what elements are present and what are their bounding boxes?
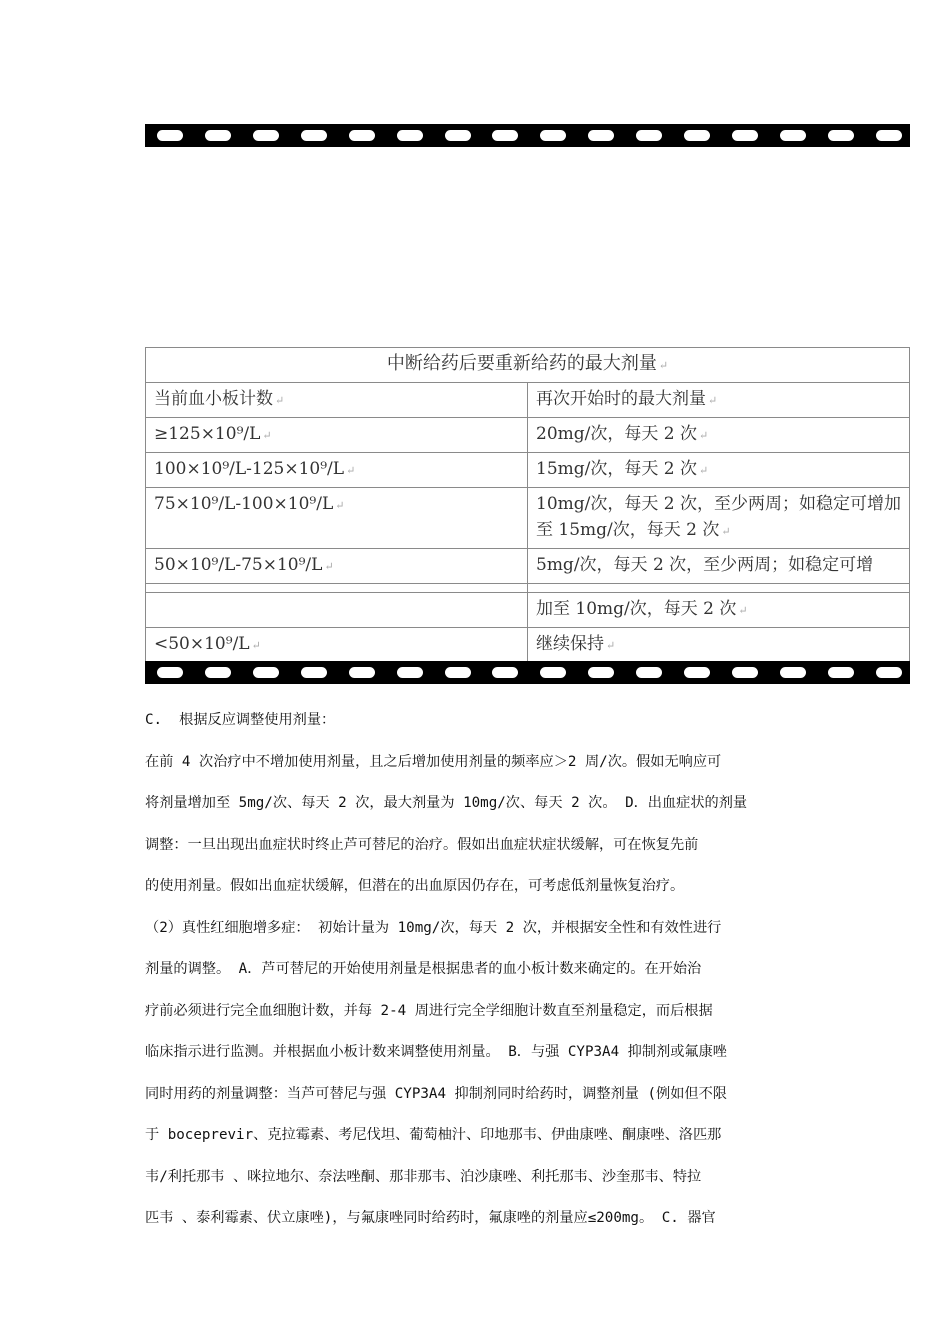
- table-row: [146, 593, 910, 628]
- film-perforation: [828, 130, 854, 141]
- film-perforation: [349, 130, 375, 141]
- film-perforation: [205, 667, 231, 678]
- film-perforation: [301, 667, 327, 678]
- film-perforation: [876, 130, 902, 141]
- body-line: （2）真性红细胞增多症： 初始计量为 10mg/次，每天 2 次，并根据安全性和有效性进行: [145, 919, 722, 936]
- film-perforation: [540, 667, 566, 678]
- film-perforation: [253, 667, 279, 678]
- film-perforation: [492, 130, 518, 141]
- film-perforation: [157, 667, 183, 678]
- film-perforation: [636, 667, 662, 678]
- film-perforation: [253, 130, 279, 141]
- body-line: 将剂量增加至 5mg/次、每天 2 次，最大剂量为 10mg/次、每天 2 次。 D．出血症状的剂量: [145, 795, 748, 811]
- film-perforation: [205, 130, 231, 141]
- film-perforation: [397, 667, 423, 678]
- film-perforation: [157, 130, 183, 141]
- body-line: 于 boceprevir、克拉霉素、考尼伐坦、葡萄柚汁、印地那韦、伊曲康唑、酮康唑、洛匹那: [145, 1127, 722, 1143]
- film-strip-bottom: [145, 661, 910, 684]
- film-perforation: [492, 667, 518, 678]
- table-page-break: [146, 584, 910, 593]
- body-line: 同时用药的剂量调整：当芦可替尼与强 CYP3A4 抑制剂同时给药时，调整剂量 (例如但不限: [145, 1085, 727, 1102]
- film-perforation: [684, 130, 710, 141]
- film-perforation: [636, 130, 662, 141]
- header-max-dose: 再次开始时的最大剂量 ↵: [528, 383, 910, 418]
- table-row: [146, 549, 910, 584]
- film-perforation: [445, 130, 471, 141]
- max-dose-cell: 继续保持 ↵: [528, 628, 910, 663]
- platelet-count-cell: [146, 593, 528, 628]
- table-header-row: [146, 383, 910, 418]
- film-perforation: [780, 130, 806, 141]
- table-row: [146, 418, 910, 453]
- body-text: [145, 700, 815, 1240]
- film-perforation: [732, 667, 758, 678]
- film-perforation: [588, 130, 614, 141]
- dose-table: [145, 347, 910, 663]
- film-strip-top: [145, 124, 910, 147]
- film-perforation: [349, 667, 375, 678]
- film-perforation: [780, 667, 806, 678]
- table-row: [146, 453, 910, 488]
- platelet-count-cell: 50×10⁹/L-75×10⁹/L ↵: [146, 549, 528, 584]
- film-perforation: [732, 130, 758, 141]
- header-platelet-count: 当前血小板计数 ↵: [146, 383, 528, 418]
- platelet-count-cell: ≥125×10⁹/L ↵: [146, 418, 528, 453]
- max-dose-cell: 20mg/次，每天 2 次 ↵: [528, 418, 910, 453]
- body-line: 剂量的调整。 A．芦可替尼的开始使用剂量是根据患者的血小板计数来确定的。在开始治: [145, 961, 702, 977]
- body-line: 临床指示进行监测。并根据血小板计数来调整使用剂量。 B．与强 CYP3A4 抑制剂或氟康唑: [145, 1044, 727, 1060]
- platelet-count-cell: 75×10⁹/L-100×10⁹/L ↵: [146, 488, 528, 549]
- table-row: [146, 628, 910, 663]
- film-perforation: [397, 130, 423, 141]
- body-line: 的使用剂量。假如出血症状缓解，但潜在的出血原因仍存在，可考虑低剂量恢复治疗。: [145, 878, 685, 894]
- body-line: C. 根据反应调整使用剂量：: [145, 712, 336, 728]
- body-line: 韦/利托那韦 、咪拉地尔、奈法唑酮、那非那韦、泊沙康唑、利托那韦、沙奎那韦、特拉: [145, 1168, 702, 1185]
- film-perforation: [301, 130, 327, 141]
- table-row: [146, 488, 910, 549]
- body-line: 疗前必须进行完全血细胞计数，并每 2-4 周进行完全学细胞计数直至剂量稳定，而后根据: [145, 1002, 713, 1019]
- film-perforation: [588, 667, 614, 678]
- film-perforation: [445, 667, 471, 678]
- body-line: 调整：一旦出现出血症状时终止芦可替尼的治疗。假如出血症状症状缓解，可在恢复先前: [145, 836, 699, 853]
- table-title: 中断给药后要重新给药的最大剂量 ↵: [146, 348, 910, 383]
- max-dose-cell: 10mg/次，每天 2 次，至少两周；如稳定可增加至 15mg/次，每天 2 次 ↵: [528, 488, 910, 549]
- platelet-count-cell: 100×10⁹/L-125×10⁹/L ↵: [146, 453, 528, 488]
- film-perforation: [876, 667, 902, 678]
- max-dose-cell: 15mg/次，每天 2 次 ↵: [528, 453, 910, 488]
- film-perforation: [684, 667, 710, 678]
- max-dose-cell: 加至 10mg/次，每天 2 次 ↵: [528, 593, 910, 628]
- film-perforation: [828, 667, 854, 678]
- platelet-count-cell: <50×10⁹/L ↵: [146, 628, 528, 663]
- body-line: 在前 4 次治疗中不增加使用剂量，且之后增加使用剂量的频率应＞2 周/次。假如无响应可: [145, 753, 722, 770]
- body-line: 匹韦 、泰利霉素、伏立康唑)，与氟康唑同时给药时，氟康唑的剂量应≤200mg。 C. 器官: [145, 1210, 716, 1226]
- max-dose-cell: 5mg/次，每天 2 次，至少两周；如稳定可增: [528, 549, 910, 584]
- film-perforation: [540, 130, 566, 141]
